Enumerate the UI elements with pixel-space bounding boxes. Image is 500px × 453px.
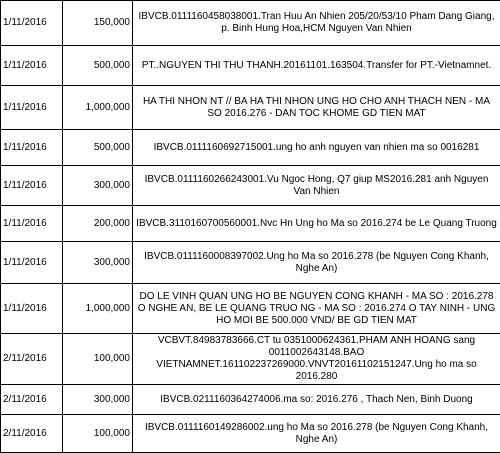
amount-cell: 100,000 [63, 334, 133, 385]
description-cell: IBVCB.0211160364274006.ma so: 2016.276 , Thach Nen, Binh Duong [133, 385, 500, 415]
amount-cell: 500,000 [63, 130, 133, 166]
amount-cell: 300,000 [63, 166, 133, 206]
date-cell: 2/11/2016 [1, 334, 63, 385]
amount-cell: 1,000,000 [63, 284, 133, 334]
date-cell: 1/11/2016 [1, 46, 63, 86]
amount-cell: 100,000 [63, 415, 133, 453]
amount-cell: 200,000 [63, 206, 133, 242]
description-cell: DO LE VINH QUAN UNG HO BE NGUYEN CONG KHANH - MA SO : 2016.278 O NGHE AN, BE LE QUANG TRUO NG - MA SO : 2016.274 O TAY NINH - UNG HO MOI BE 500.000 VND/ BE GD TIEN MAT [133, 284, 500, 334]
description-cell: VCBVT.84983783666.CT tu 0351000624361.PHAM ANH HOANG sang 0011002643148.BAO VIETNAMNET.161102237269000.VNVT20161102151247.Ung ho ma so 2016.280 [133, 334, 500, 385]
amount-cell: 500,000 [63, 46, 133, 86]
table-row [1, 130, 500, 166]
description-cell: IBVCB.3110160700560001.Nvc Hn Ung ho Ma so 2016.274 be Le Quang Truong [133, 206, 500, 242]
table-row [1, 284, 500, 334]
amount-cell: 300,000 [63, 242, 133, 284]
table-row [1, 242, 500, 284]
date-cell: 2/11/2016 [1, 385, 63, 415]
description-cell: IBVCB.0111160692715001.ung ho anh nguyen van nhien ma so 0016281 [133, 130, 500, 166]
date-cell: 1/11/2016 [1, 86, 63, 130]
description-cell: IBVCB.0111160458038001.Tran Huu An Nhien 205/20/53/10 Pham Dang Giang, p. Binh Hung Hoa,HCM Nguyen Van Nhien [133, 1, 500, 46]
table-row [1, 415, 500, 453]
date-cell: 1/11/2016 [1, 206, 63, 242]
donation-table-body [1, 1, 500, 453]
description-cell: IBVCB.0111160266243001.Vu Ngoc Hong, Q7 giup MS2016.281 anh Nguyen Van Nhien [133, 166, 500, 206]
date-cell: 1/11/2016 [1, 242, 63, 284]
date-cell: 1/11/2016 [1, 166, 63, 206]
table-row [1, 46, 500, 86]
table-row [1, 206, 500, 242]
description-cell: PT..NGUYEN THI THU THANH.20161101.163504.Transfer for PT.-Vietnamnet. [133, 46, 500, 86]
amount-cell: 1,000,000 [63, 86, 133, 130]
date-cell: 2/11/2016 [1, 415, 63, 453]
amount-cell: 150,000 [63, 1, 133, 46]
description-cell: IBVCB.0111160149286002.ung ho Ma so 2016.278 (be Nguyen Cong Khanh, Nghe An) [133, 415, 500, 453]
table-row [1, 166, 500, 206]
table-row [1, 1, 500, 46]
date-cell: 1/11/2016 [1, 1, 63, 46]
table-row [1, 86, 500, 130]
date-cell: 1/11/2016 [1, 130, 63, 166]
table-row [1, 385, 500, 415]
description-cell: HA THI NHON NT // BA HA THI NHON UNG HO CHO ANH THACH NEN - MA SO 2016.276 - DAN TOC KHOME GD TIEN MAT [133, 86, 500, 130]
amount-cell: 300,000 [63, 385, 133, 415]
date-cell: 1/11/2016 [1, 284, 63, 334]
table-row [1, 334, 500, 385]
description-cell: IBVCB.0111160008397002.Ung ho Ma so 2016.278 (be Nguyen Cong Khanh, Nghe An) [133, 242, 500, 284]
